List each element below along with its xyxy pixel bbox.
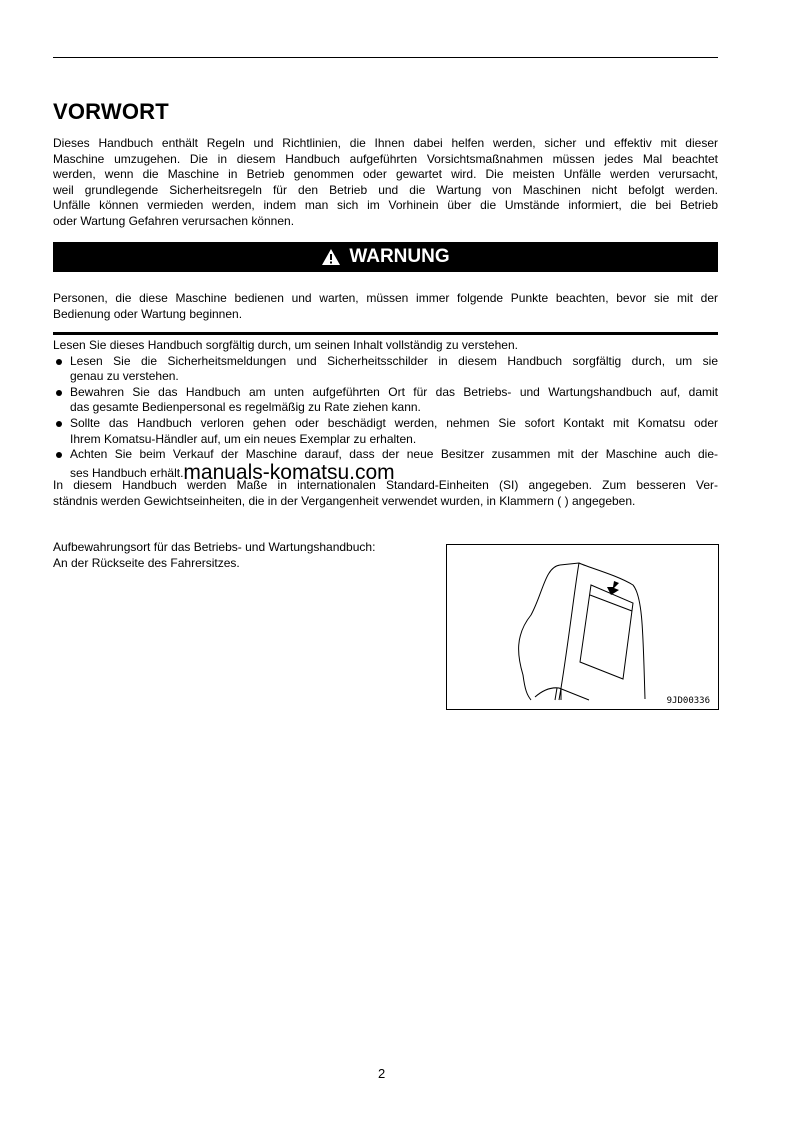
top-rule	[53, 57, 718, 58]
page-title: VORWORT	[53, 99, 169, 124]
bullet-icon	[56, 452, 62, 458]
seat-illustration	[447, 545, 718, 709]
text-line: genau zu verstehen.	[70, 369, 179, 384]
text-line: Bedienung oder Wartung beginnen.	[53, 306, 243, 321]
text-line: werden, wenn die Maschine in Betrieb genommen oder gewartet wird. Die meisten Unfälle werden verursacht,	[53, 167, 718, 182]
warning-intro	[53, 291, 718, 322]
watermark: manuals-komatsu.com	[183, 460, 395, 484]
bullet-icon	[56, 421, 62, 427]
text-line: Sollte das Handbuch verloren gehen oder beschädigt werden, nehmen Sie sofort Kontakt mit Komatsu oder	[70, 415, 718, 430]
bullet-icon	[56, 390, 62, 396]
text-line: weil grundlegende Sicherheitsregeln für den Betrieb und die Wartung von Maschinen nicht befolgt werden.	[53, 182, 718, 197]
storage-label: Aufbewahrungsort für das Betriebs- und Wartungshandbuch:	[53, 540, 376, 554]
warning-label: WARNUNG	[349, 246, 450, 267]
bullet-item	[53, 385, 718, 416]
text-line: das gesamte Bedienpersonal es regelmäßig zu Rate ziehen kann.	[70, 400, 421, 415]
arrow-icon	[605, 581, 621, 597]
page-number: 2	[378, 1066, 386, 1081]
text-line: Lesen Sie dieses Handbuch sorgfältig durch, um seinen Inhalt vollständig zu verstehen.	[53, 338, 518, 352]
text-line: Achten Sie beim Verkauf der Maschine darauf, dass der neue Besitzer zusammen mit der Maschine auch die-	[70, 447, 718, 462]
warning-triangle-icon	[321, 248, 341, 266]
text-span: ses Handbuch erhält.	[70, 465, 184, 480]
text-line: Personen, die diese Maschine bedienen und warten, müssen immer folgende Punkte beachten, bevor sie mit der	[53, 291, 718, 305]
text-line: In diesem Handbuch werden Maße in internationalen Standard-Einheiten (SI) angegeben. Zum besseren Ver-	[53, 478, 718, 493]
seat-figure	[446, 544, 719, 710]
text-line: oder Wartung Gefahren verursachen können.	[53, 213, 295, 228]
intro-paragraph	[53, 136, 718, 230]
text-line: Ihrem Komatsu-Händler auf, um ein neues Exemplar zu erhalten.	[70, 431, 417, 446]
section-rule	[53, 332, 718, 335]
warning-banner	[53, 242, 718, 272]
storage-value: An der Rückseite des Fahrersitzes.	[53, 555, 240, 570]
text-line: ständnis werden Gewichtseinheiten, die in der Vergangenheit verwendet wurden, in Klammern ( ) angegeben.	[53, 493, 636, 508]
figure-id: 9JD00336	[666, 696, 710, 706]
text-line: Bewahren Sie das Handbuch am unten aufgeführten Ort für das Betriebs- und Wartungshandbuch auf, damit	[70, 384, 718, 399]
storage-info	[53, 540, 433, 571]
bullet-icon	[56, 359, 62, 365]
text-line: Unfälle können vermieden werden, indem man sich im Vorhinein über die Umstände informiert, die bei Betrieb	[53, 198, 718, 213]
bullet-item	[53, 447, 718, 484]
text-line: Dieses Handbuch enthält Regeln und Richtlinien, die Ihnen dabei helfen werden, sicher und effektiv mit dieser	[53, 136, 718, 150]
text-line: Maschine umzugehen. Die in diesem Handbuch aufgeführten Vorsichtsmaßnahmen müssen jedes Mal beachtet	[53, 151, 718, 166]
text-line: Lesen Sie die Sicherheitsmeldungen und Sicherheitsschilder in diesem Handbuch sorgfältig durch, um sie	[70, 353, 718, 368]
warning-content	[53, 338, 718, 510]
text-line	[70, 460, 718, 484]
bullet-item	[53, 416, 718, 447]
bullet-item	[53, 354, 718, 385]
